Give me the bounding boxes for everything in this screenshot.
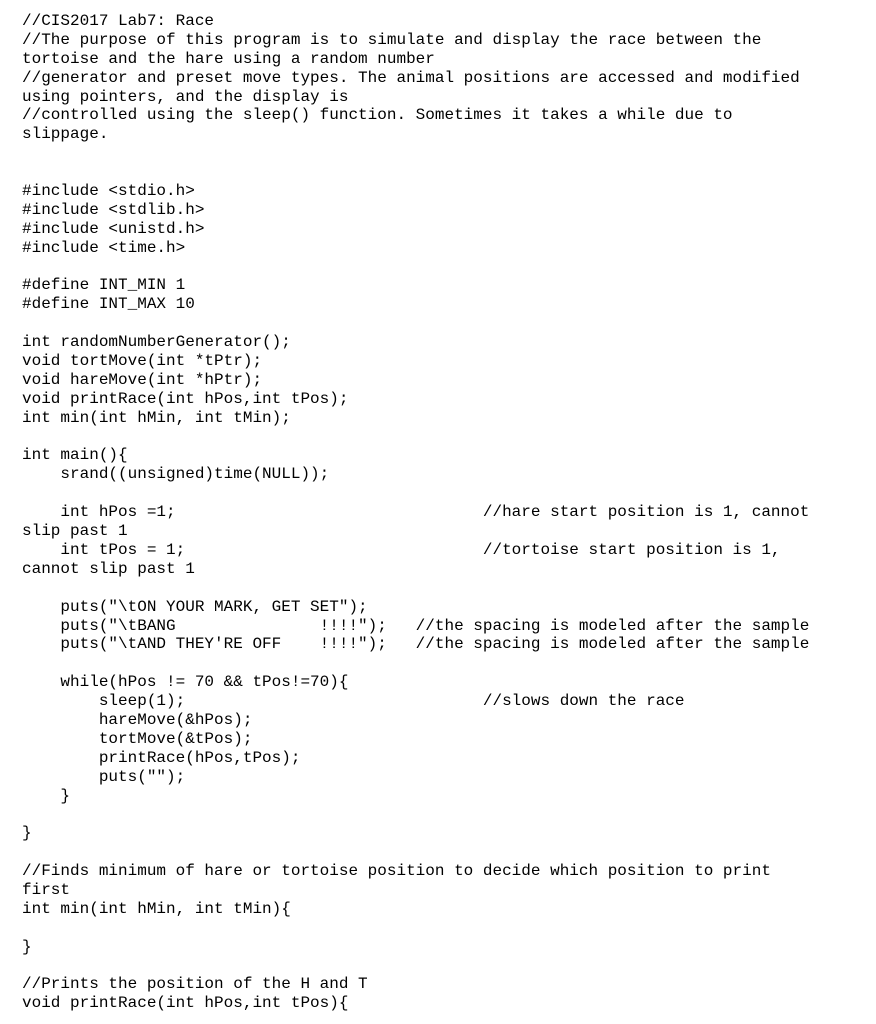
code-line: int randomNumberGenerator();	[22, 333, 291, 352]
code-line	[22, 484, 876, 503]
code-line: //Finds minimum of hare or tortoise position to decide which position to print	[22, 862, 771, 881]
code-line: #include <unistd.h>	[22, 219, 205, 238]
code-line: int min(int hMin, int tMin);	[22, 408, 291, 427]
code-line: srand((unsigned)time(NULL));	[22, 465, 330, 484]
code-line: using pointers, and the display is	[22, 87, 349, 106]
code-line: puts("");	[22, 767, 186, 786]
code-line: cannot slip past 1	[22, 559, 195, 578]
code-line: }	[22, 786, 71, 805]
code-line	[22, 843, 876, 862]
code-line: tortoise and the hare using a random number	[22, 49, 435, 68]
code-line	[22, 957, 876, 976]
code-line: void printRace(int hPos,int tPos){	[22, 994, 349, 1013]
code-line	[22, 805, 876, 824]
code-line: void printRace(int hPos,int tPos);	[22, 389, 349, 408]
code-line: slippage.	[22, 125, 109, 144]
code-line: puts("\tON YOUR MARK, GET SET");	[22, 597, 368, 616]
code-line	[22, 144, 876, 163]
code-line	[22, 163, 876, 182]
code-line: //generator and preset move types. The animal positions are accessed and modified	[22, 68, 800, 87]
code-line: tortMove(&tPos);	[22, 729, 253, 748]
code-line: slip past 1	[22, 522, 128, 541]
code-line	[22, 654, 876, 673]
code-line: void hareMove(int *hPtr);	[22, 370, 263, 389]
code-line: #define INT_MAX 10	[22, 295, 195, 314]
code-line	[22, 258, 876, 277]
code-line: printRace(hPos,tPos);	[22, 748, 301, 767]
code-line: int min(int hMin, int tMin){	[22, 899, 291, 918]
code-line: puts("\tAND THEY'RE OFF !!!!"); //the spacing is modeled after the sample	[22, 635, 810, 654]
code-line: }	[22, 824, 32, 843]
code-line: //controlled using the sleep() function. Sometimes it takes a while due to	[22, 106, 733, 125]
code-line: hareMove(&hPos);	[22, 710, 253, 729]
code-line: first	[22, 880, 71, 899]
code-line: #include <stdlib.h>	[22, 200, 205, 219]
code-line: int tPos = 1; //tortoise start position is 1,	[22, 540, 781, 559]
code-line: //Prints the position of the H and T	[22, 975, 368, 994]
code-line: #define INT_MIN 1	[22, 276, 186, 295]
code-line: #include <time.h>	[22, 238, 186, 257]
code-line: int hPos =1; //hare start position is 1, cannot	[22, 503, 810, 522]
code-line	[22, 314, 876, 333]
code-line	[22, 428, 876, 447]
code-line: void tortMove(int *tPtr);	[22, 352, 263, 371]
code-line	[22, 919, 876, 938]
code-line: puts("\tBANG !!!!"); //the spacing is modeled after the sample	[22, 616, 810, 635]
code-line: sleep(1); //slows down the race	[22, 692, 685, 711]
code-line: while(hPos != 70 && tPos!=70){	[22, 673, 349, 692]
code-line: int main(){	[22, 446, 128, 465]
code-line: //The purpose of this program is to simulate and display the race between the	[22, 30, 762, 49]
code-line: #include <stdio.h>	[22, 182, 195, 201]
code-line	[22, 579, 876, 598]
code-line: //CIS2017 Lab7: Race	[22, 12, 215, 30]
code-line: }	[22, 937, 32, 956]
